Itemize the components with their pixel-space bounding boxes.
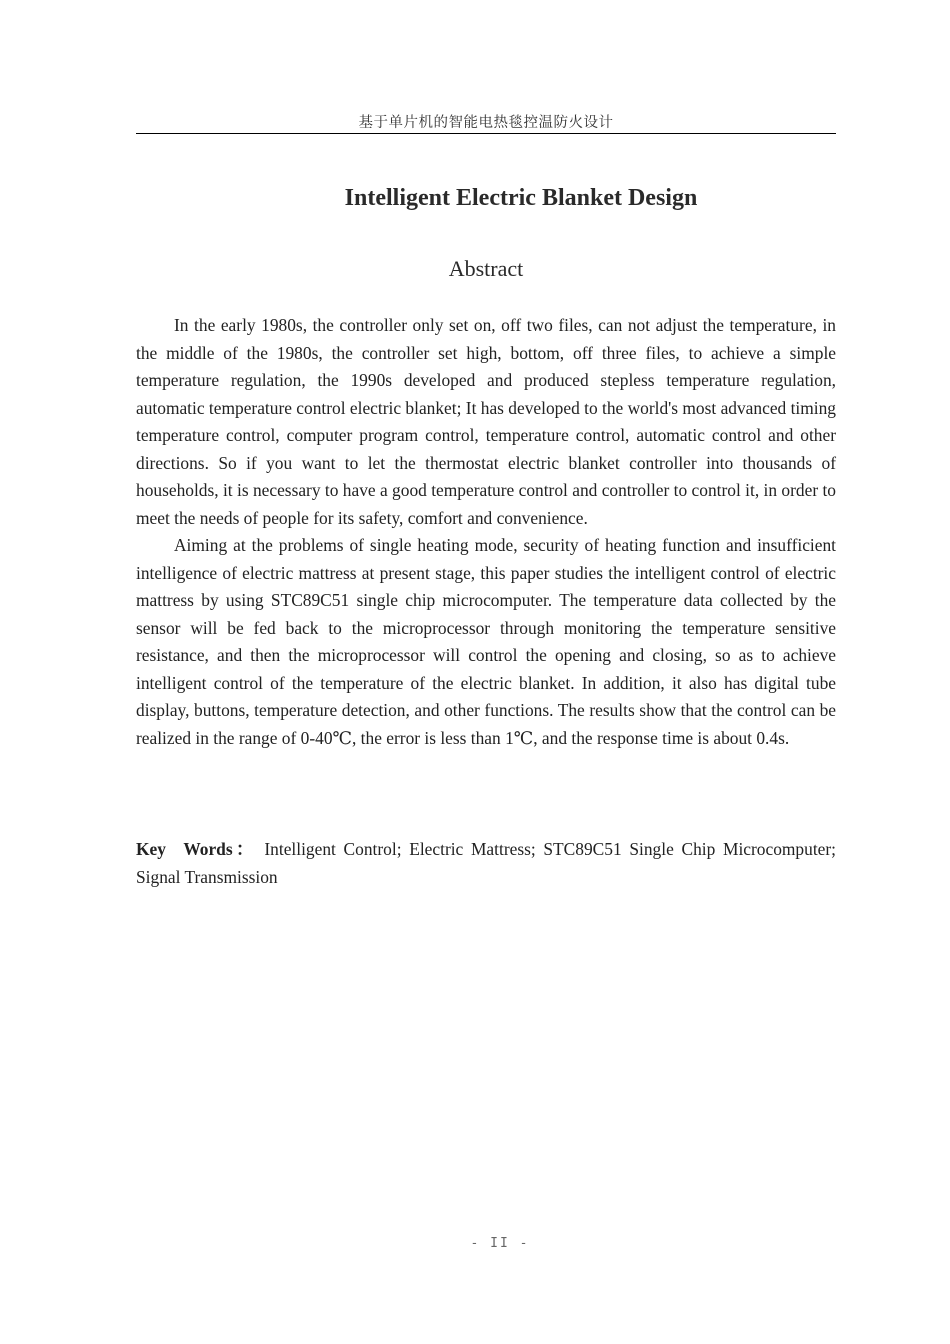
keywords-text: Intelligent Control; Electric Mattress; STC89C51 Single Chip Microcomputer; Signal Transmission [136, 839, 836, 887]
running-header: 基于单片机的智能电热毯控温防火设计 [358, 115, 614, 131]
abstract-heading: Abstract [448, 256, 524, 281]
paper-title: Intelligent Electric Blanket Design [344, 185, 698, 211]
abstract-paragraph-2: Aiming at the problems of single heating mode, security of heating function and insufficient intelligence of electric mattress at present stage, this paper studies the intelligent control of electric mattress by using STC89C51 single chip microcomputer. The temperature data collected by the sensor will be fed back to the microprocessor through monitoring the temperature sensitive resistance, and then the microprocessor will control the opening and closing, so as to achieve intelligent control of the temperature of the electric blanket. In addition, it also has digital tube display, buttons, temperature detection, and other functions. The results show that the control can be realized in the range of 0-40℃, the error is less than 1℃, and the response time is about 0.4s. [136, 535, 836, 748]
keywords-block [136, 836, 836, 891]
keywords-label: Key Words： [136, 839, 257, 859]
header-rule [136, 133, 836, 134]
abstract-body [136, 312, 836, 752]
abstract-paragraph-1: In the early 1980s, the controller only set on, off two files, can not adjust the temperature, in the middle of the 1980s, the controller set high, bottom, off three files, to achieve a simple temperature regulation, the 1990s developed and produced stepless temperature regulation, automatic temperature control electric blanket; It has developed to the world's most advanced timing temperature control, computer program control, temperature control, automatic control and other directions. So if you want to let the thermostat electric blanket controller into thousands of households, it is necessary to have a good temperature control and controller to control it, in order to meet the needs of people for its safety, comfort and convenience. [136, 315, 836, 528]
page-number: - II - [470, 1236, 530, 1251]
